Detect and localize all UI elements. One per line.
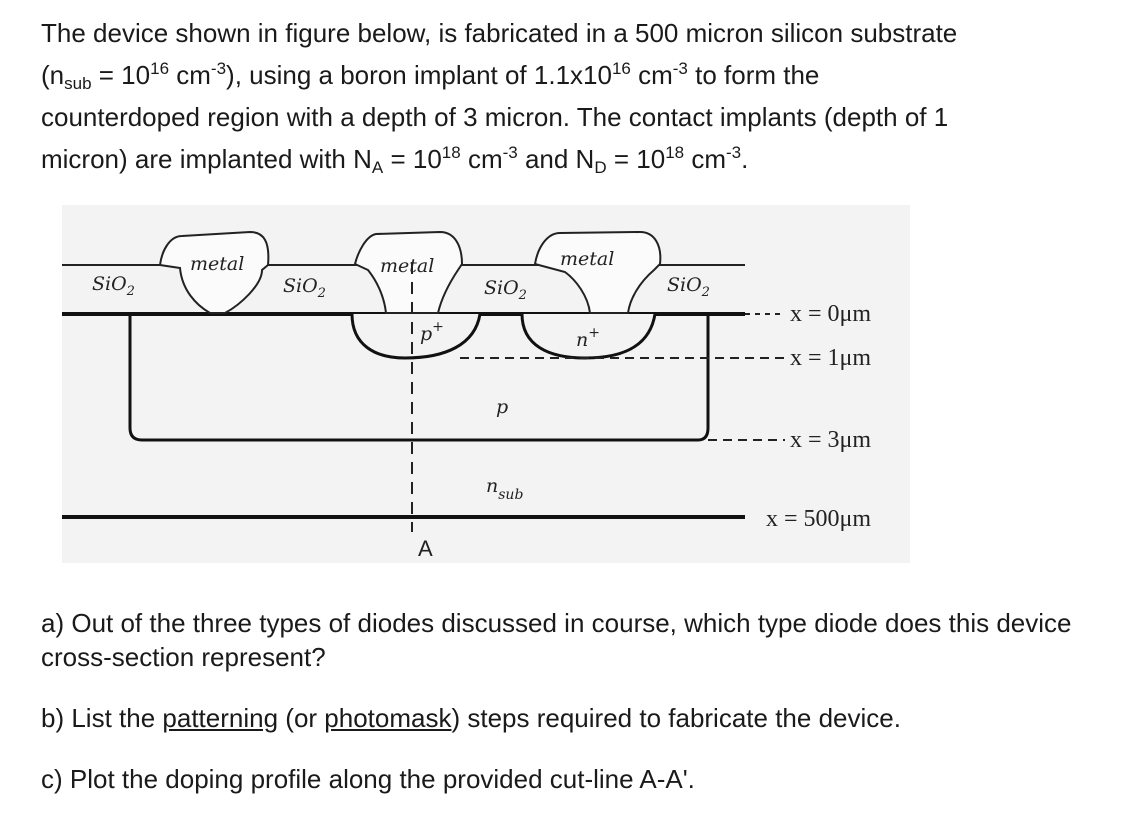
- question-c: c) Plot the doping profile along the provided cut-line A-A'.: [41, 764, 695, 794]
- depth-label-1um: x = 1μm: [790, 345, 872, 371]
- intro-line-1: The device shown in figure below, is fabricated in a 500 micron silicon substrate: [41, 18, 958, 48]
- sio2-label-2: SiO$_2$: [283, 275, 326, 301]
- p-region-label: p: [496, 396, 509, 418]
- sio2-label-1: SiO$_2$: [92, 273, 135, 299]
- n-plus-label: n+: [576, 325, 600, 351]
- p-plus-label: p+: [420, 319, 444, 345]
- sio2-label-3: SiO$_2$: [484, 277, 527, 303]
- metal-label-right: metal: [560, 248, 615, 270]
- intro-line-2: ($n_{sub} = 10^{16}$ $cm^{-3}$), using a boron implant of $1.1x10^{16}$ $cm^{-3}$ to form the: [41, 59, 820, 93]
- cut-line-label: A: [418, 536, 433, 561]
- sio2-label-4: SiO$_2$: [667, 274, 710, 300]
- metal-label-middle: metal: [380, 255, 435, 277]
- n-sub-label: $n_{sub}$: [486, 475, 524, 503]
- metal-label-left: metal: [190, 253, 245, 275]
- patterning-link[interactable]: patterning: [162, 703, 279, 733]
- depth-label-0um: x = 0μm: [790, 301, 872, 327]
- question-a: a) Out of the three types of diodes discussed in course, which type diode does this device cross-section represent?: [41, 608, 1072, 672]
- intro-line-3: counterdoped region with a depth of 3 micron. The contact implants (depth of 1: [41, 102, 949, 132]
- depth-label-3um: x = 3μm: [790, 427, 872, 453]
- depth-label-500um: x = 500μm: [766, 506, 872, 532]
- question-b: b) List the patterning (or photomask) steps required to fabricate the device.: [41, 703, 901, 733]
- intro-line-4: micron) are implanted with $N_A = 10^{18}$ $cm^{-3}$ and $N_D = 10^{18}$ $cm^{-3}$.: [41, 143, 749, 177]
- photomask-link[interactable]: photomask: [324, 703, 452, 733]
